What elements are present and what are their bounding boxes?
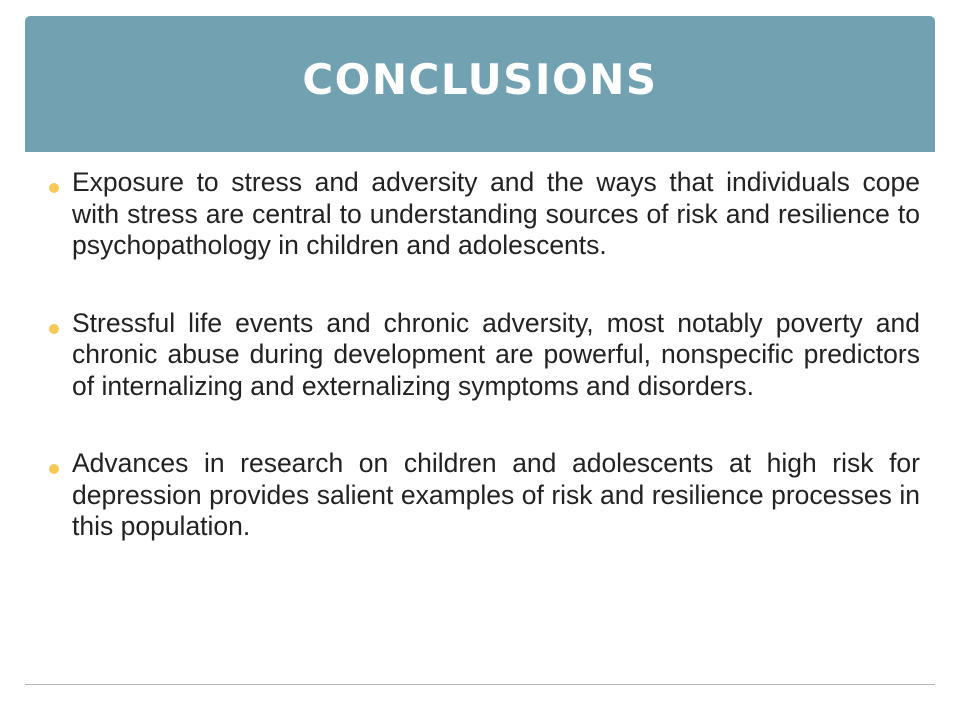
bullet-text: Advances in research on children and adolescents at high risk for depression provides salient examples of risk and resilience processes in this population. bbox=[72, 448, 920, 541]
bullet-text: Exposure to stress and adversity and the ways that individuals cope with stress are central to understanding sources of risk and resilience to psychopathology in children and adolescents. bbox=[72, 167, 920, 260]
bullet-item bbox=[48, 167, 920, 262]
title-bar bbox=[25, 16, 935, 152]
bullet-dot-icon bbox=[49, 464, 59, 474]
bullet-dot-icon bbox=[49, 324, 59, 334]
bullet-list bbox=[48, 167, 920, 589]
bullet-item bbox=[48, 448, 920, 543]
bullet-text: Stressful life events and chronic adversity, most notably poverty and chronic abuse during development are powerful, nonspecific predictors of internalizing and externalizing symptoms and disorders. bbox=[72, 307, 920, 401]
bullet-dot-icon bbox=[49, 183, 59, 193]
slide-title: CONCLUSIONS bbox=[302, 54, 658, 104]
bullet-item bbox=[48, 308, 920, 403]
footer-divider bbox=[25, 684, 935, 685]
